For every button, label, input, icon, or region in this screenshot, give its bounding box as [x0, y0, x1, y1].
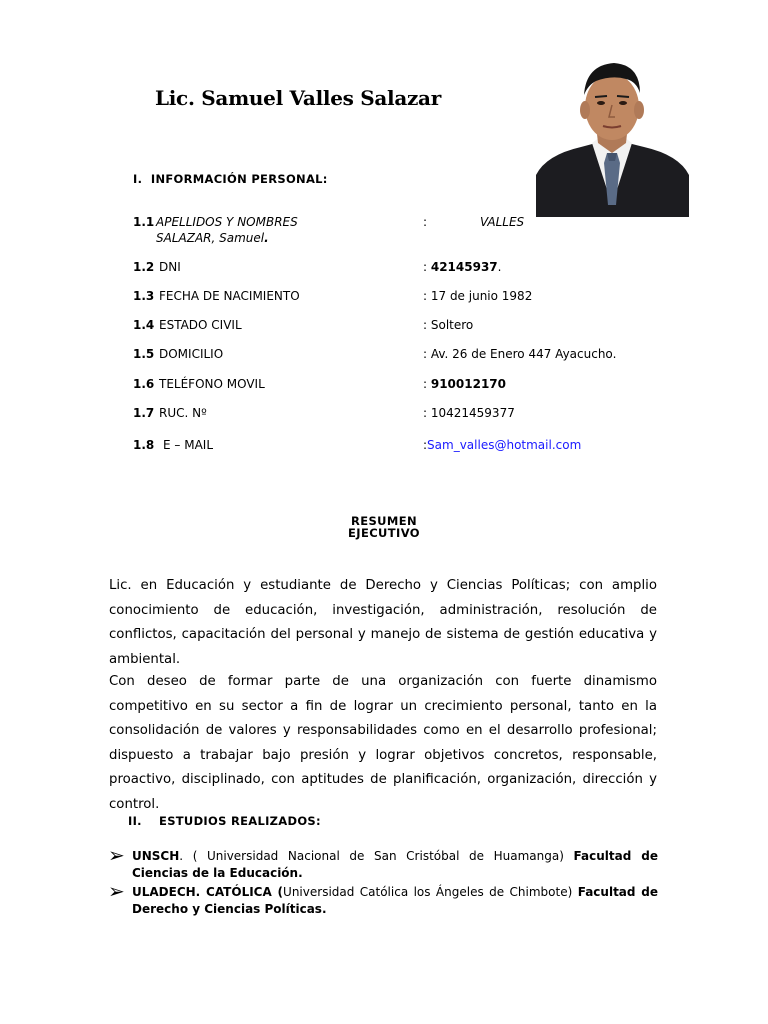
section-heading: ESTUDIOS REALIZADOS: — [159, 814, 321, 828]
row-label-birthdate: FECHA DE NACIMIENTO — [159, 289, 300, 303]
row-value-email — [423, 438, 581, 452]
section-heading: INFORMACIÓN PERSONAL: — [150, 172, 328, 186]
section-number: I. — [133, 172, 143, 186]
colon: : — [423, 438, 428, 452]
faculty-name: Facultad de Ciencias de la Educación. — [132, 849, 658, 880]
row-number: 1.7 — [133, 406, 155, 420]
institution-detail: Universidad Católica los Ángeles de Chimbote) — [283, 885, 578, 899]
phone-value: 910012170 — [430, 377, 507, 391]
row-label-address: DOMICILIO — [159, 347, 224, 361]
study-item-unsch — [132, 848, 658, 882]
row-value-colon: : — [423, 215, 428, 229]
summary-title-line1: RESUMEN — [350, 514, 418, 528]
row-value-civil-status: : Soltero — [423, 318, 474, 332]
row-number: 1.8 — [133, 438, 155, 452]
institution-name: ULADECH. CATÓLICA ( — [132, 885, 284, 899]
row-number: 1.5 — [133, 347, 155, 361]
row-value-phone — [423, 377, 506, 391]
name-cont-end: . — [264, 231, 269, 245]
executive-summary-title — [0, 515, 768, 539]
candidate-name: Lic. Samuel Valles Salazar — [155, 86, 441, 110]
colon: : — [423, 377, 431, 391]
row-number: 1.2 — [133, 260, 155, 274]
row-label-names: APELLIDOS Y NOMBRES — [156, 215, 298, 229]
row-value-address: : Av. 26 de Enero 447 Ayacucho. — [423, 347, 617, 361]
row-number: 1.6 — [133, 377, 155, 391]
faculty-name: Facultad de Derecho y Ciencias Políticas. — [132, 885, 658, 916]
arrow-bullet-icon: ➢ — [108, 843, 125, 867]
institution-detail: . ( Universidad Nacional de San Cristóbal de Huamanga) — [179, 849, 574, 863]
row-label-email: E – MAIL — [163, 438, 213, 452]
row-value-birthdate: : 17 de junio 1982 — [423, 289, 533, 303]
row-value-ruc: : 10421459377 — [423, 406, 515, 420]
institution-name: UNSCH — [132, 849, 180, 863]
profile-photo-illustration — [536, 55, 689, 217]
summary-paragraph-2: Con deseo de formar parte de una organización con fuerte dinamismo competitivo en su sector a fin de lograr un crecimiento personal, tanto en la consolidación de valores y responsabilidades como en el desarrollo profesional; dispuesto a trabajar bajo presión y lograr objetivos concretos, responsable, proactivo, disciplinado, con aptitudes de planificación, organización, dirección y control. — [109, 674, 657, 812]
section-personal-title — [133, 172, 328, 186]
arrow-bullet-icon: ➢ — [108, 879, 125, 903]
study-item-uladech — [132, 884, 658, 918]
row-value-dni — [423, 260, 501, 274]
row-value-name-cont — [156, 231, 269, 245]
profile-photo — [536, 55, 689, 217]
row-number: 1.3 — [133, 289, 155, 303]
row-label-ruc: RUC. Nº — [159, 406, 207, 420]
row-number: 1.1 — [133, 215, 155, 229]
row-value-surname: VALLES — [480, 215, 525, 229]
section-studies-title — [128, 814, 321, 828]
row-number: 1.4 — [133, 318, 155, 332]
email-link[interactable]: Sam_valles@hotmail.com — [427, 438, 582, 452]
section-number: II. — [128, 814, 142, 828]
row-label-phone: TELÉFONO MOVIL — [159, 377, 265, 391]
name-cont-text: SALAZAR, Samuel — [156, 231, 265, 245]
colon: : — [423, 260, 431, 274]
dot: . — [497, 260, 502, 274]
dni-value: 42145937 — [430, 260, 498, 274]
row-label-dni: DNI — [159, 260, 181, 274]
summary-title-line2: EJECUTIVO — [348, 526, 420, 540]
summary-paragraph-1: Lic. en Educación y estudiante de Derecho y Ciencias Políticas; con amplio conocimiento de educación, investigación, administración, resolución de conflictos, capacitación del personal y manejo de sistema de gestión educativa y ambiental. — [109, 578, 657, 667]
row-label-civil-status: ESTADO CIVIL — [159, 318, 242, 332]
